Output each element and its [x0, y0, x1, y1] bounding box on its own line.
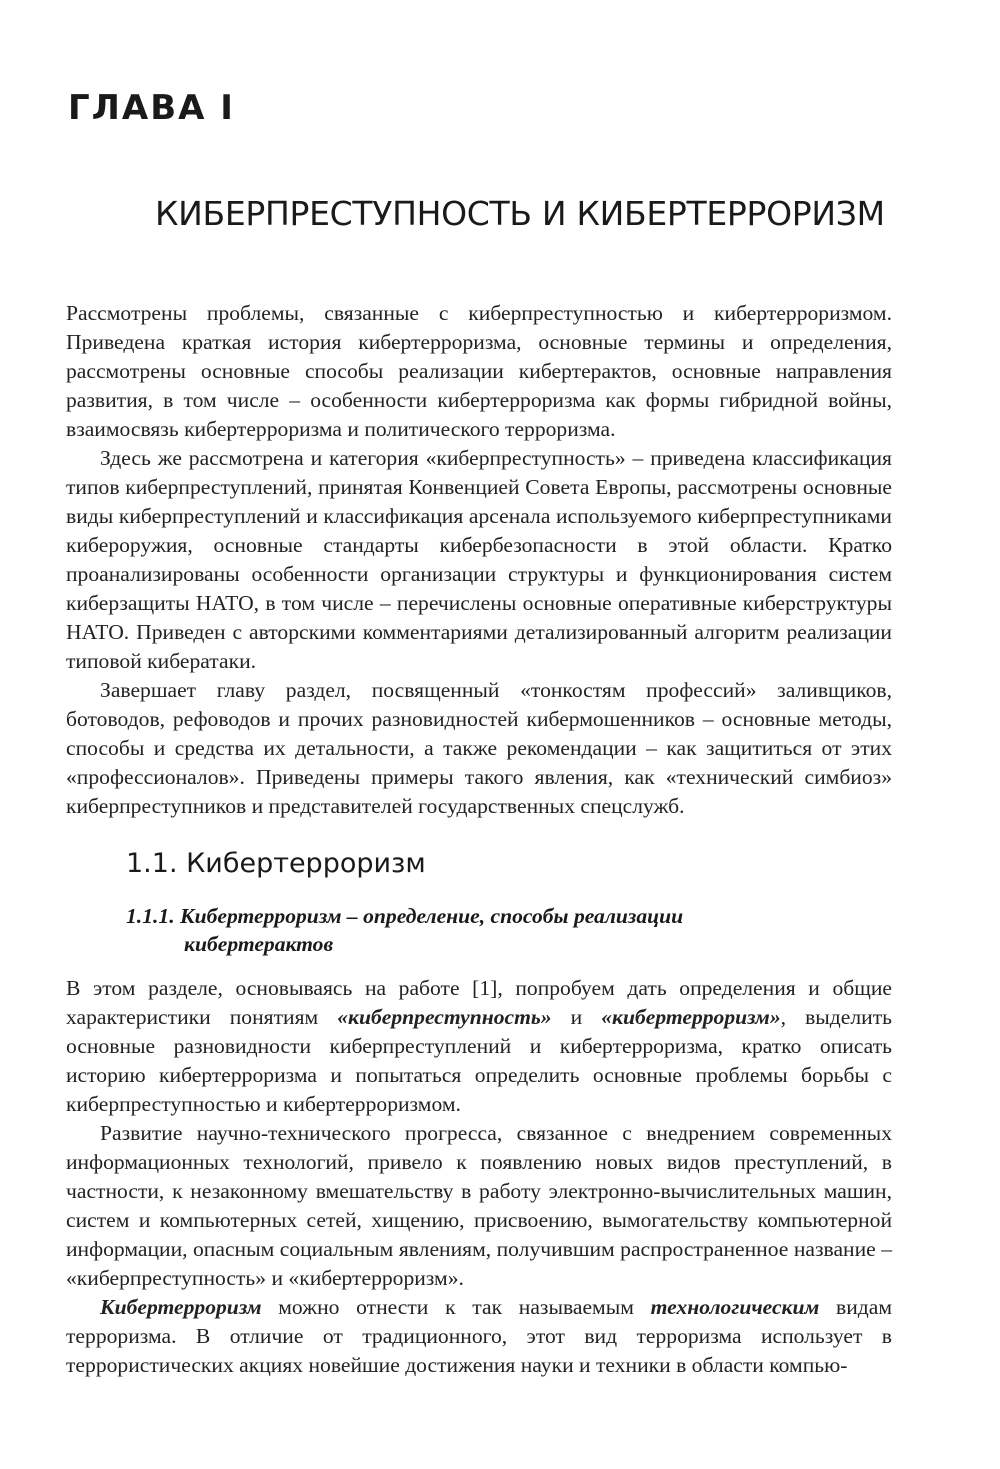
- body-paragraph-2: Развитие научно-технического прогресса, связанное с внедрением современных информационных технологий, привело к появлению новых видов преступлений, в частности, к незаконному вмешательству в работу электронно-вычислительных машин, систем и компьютерных сетей, хищению, присвоению, вымогательству компьютерной информации, опасным социальным явлениям, получившим распространенное название – «киберпреступность» и «кибертерроризм».: [66, 1121, 892, 1290]
- abstract-paragraph-3: Завершает главу раздел, посвященный «тонкостям профессий» заливщиков, ботоводов, рефоводов и прочих разновидностей кибермошенников – основные методы, способы и средства их детальности, а также рекомендации – как защититься от этих «профессионалов». Приведены примеры такого явления, как «технический симбиоз» киберпреступников и представителей государственных спецслужб.: [66, 678, 892, 818]
- body-p3-text-1: можно отнести к так называемым: [261, 1295, 651, 1319]
- term-cyberterrorism: «кибертерроризм»: [601, 1005, 781, 1029]
- chapter-label: ГЛАВА I: [68, 88, 235, 128]
- subsection-title: [126, 902, 826, 958]
- section-title: 1.1. Кибертерроризм: [126, 848, 426, 879]
- chapter-abstract: [66, 299, 892, 821]
- term-cybercrime: «киберпреступность»: [337, 1005, 552, 1029]
- term-technological: технологическим: [650, 1295, 820, 1319]
- body-p1-text-3: , выделить основные разновидности киберпреступлений и кибертерроризма, кратко описать историю кибертерроризма и попытаться определить основные проблемы борьбы с киберпреступностью и кибертерроризмом.: [66, 1005, 892, 1116]
- subsection-title-line-2: кибертерактов: [184, 932, 334, 956]
- term-cyberterrorism-emphasis: Кибертерроризм: [100, 1295, 262, 1319]
- body-p1-text-1: В этом разделе, основываясь на работе [1], попробуем дать определения и общие характеристики понятиям: [66, 976, 892, 1029]
- abstract-paragraph-1: Рассмотрены проблемы, связанные с киберпреступностью и кибертерроризмом. Приведена краткая история кибертерроризма, основные термины и определения, рассмотрены основные способы реализации кибертерактов, основные направления развития, в том числе – особенности кибертерроризма как формы гибридной войны, взаимосвязь кибертерроризма и политического терроризма.: [66, 301, 892, 441]
- subsection-number: 1.1.1.: [126, 904, 175, 928]
- body-paragraph-1: [66, 974, 892, 1119]
- body-p1-text-2: и: [551, 1005, 602, 1029]
- section-body: [66, 974, 892, 1380]
- body-paragraph-3: [66, 1293, 892, 1380]
- chapter-title: КИБЕРПРЕСТУПНОСТЬ И КИБЕРТЕРРОРИЗМ: [155, 194, 885, 233]
- abstract-paragraph-2: Здесь же рассмотрена и категория «киберпреступность» – приведена классификация типов киберпреступлений, принятая Конвенцией Совета Европы, рассмотрены основные виды киберпреступлений и классификация арсенала используемого киберпреступниками кибероружия, основные стандарты кибербезопасности в этой области. Кратко проанализированы особенности организации структуры и функционирования систем киберзащиты НАТО, в том числе – перечислены основные оперативные киберструктуры НАТО. Приведен с авторскими комментариями детализированный алгоритм реализации типовой кибератаки.: [66, 446, 892, 673]
- subsection-title-line-1: Кибертерроризм – определение, способы реализации: [180, 904, 684, 928]
- body-p3-text-2: видам терроризма. В отличие от традиционного, этот вид терроризма использует в террористических акциях новейшие достижения науки и техники в области компью-: [66, 1295, 893, 1377]
